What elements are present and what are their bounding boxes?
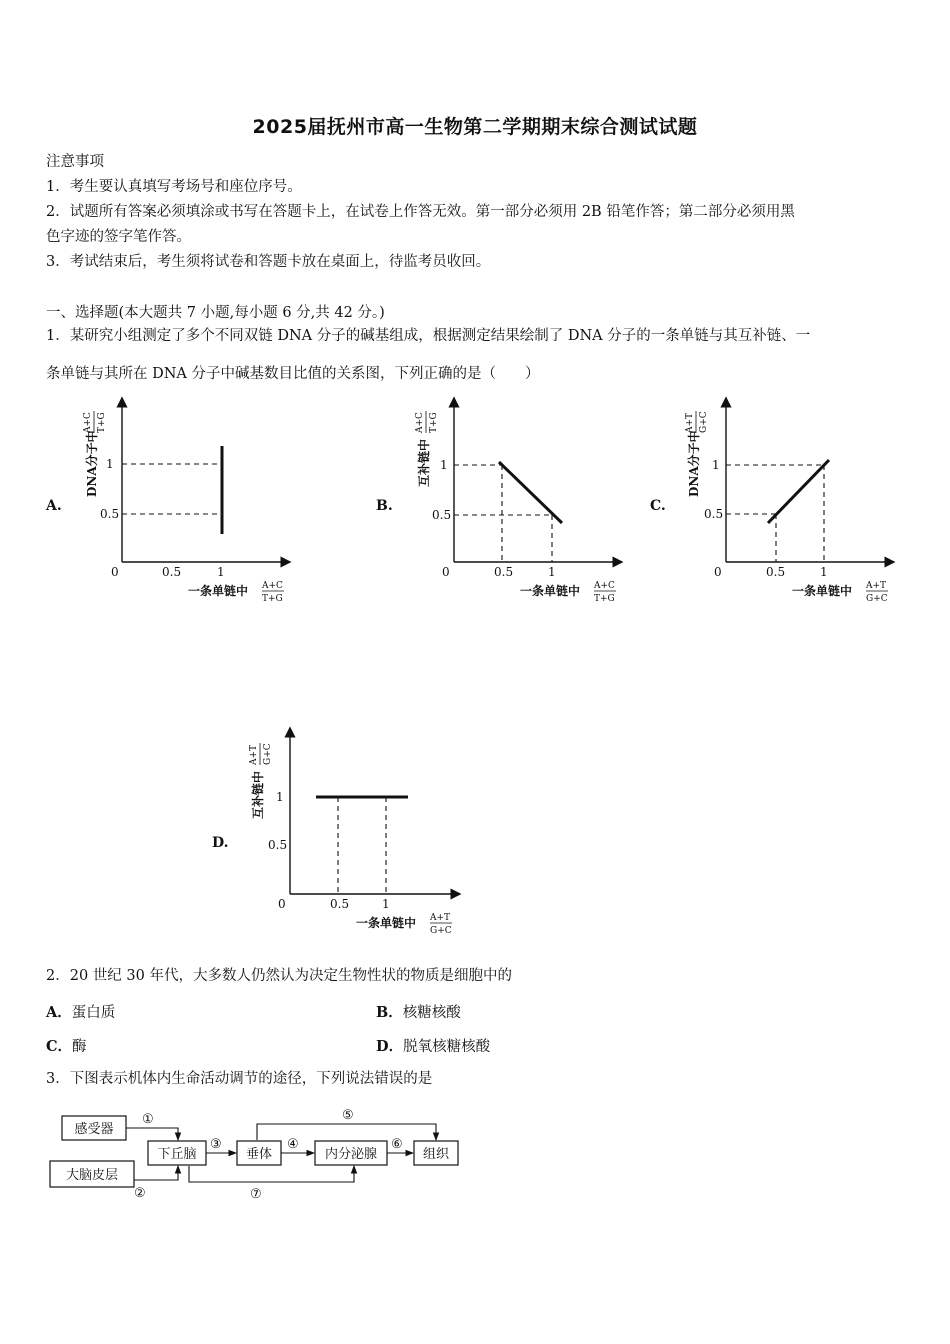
q2-option-b-text: 核糖核酸 — [402, 1005, 461, 1021]
notice-heading: 注意事项 — [46, 154, 104, 170]
y-tick-0.5: 0.5 — [268, 838, 288, 852]
option-b-label: B. — [376, 498, 393, 514]
x-frac-num: A+T — [430, 913, 451, 923]
section-heading: 一、选择题(本大题共 7 小题,每小题 6 分,共 42 分。) — [46, 305, 385, 321]
y-frac-num: A+T — [249, 744, 259, 765]
box-hypothalamus-label: 下丘脑 — [157, 1147, 197, 1162]
arrow-1 — [126, 1128, 178, 1140]
q2-option-b-key: B． — [376, 1004, 403, 1021]
y-tick-1: 1 — [106, 457, 114, 471]
q2-option-a-key: A． — [46, 1004, 72, 1021]
data-line — [768, 460, 829, 523]
q1-stem-line1: 1．某研究小组测定了多个不同双链 DNA 分子的碱基组成，根据测定结果绘制了 DNA 分子的一条单链与其互补链、一 — [46, 328, 811, 344]
option-d-label: D. — [212, 835, 229, 851]
q2-option-d-key: D． — [376, 1038, 404, 1055]
q2-option-c-text: 酶 — [72, 1039, 87, 1055]
x-axis-label: 一条单链中 — [356, 916, 417, 930]
origin: 0 — [442, 565, 450, 579]
y-frac-num: A+C — [83, 412, 93, 433]
q2-option-c-key: C． — [46, 1038, 73, 1055]
y-frac-den: G+C — [699, 411, 709, 433]
box-cortex-label: 大脑皮层 — [65, 1168, 119, 1183]
x-tick-1: 1 — [382, 897, 390, 911]
x-axis-label: 一条单链中 — [792, 584, 853, 598]
y-frac-num: A+C — [415, 412, 425, 433]
box-receptor-label: 感受器 — [74, 1122, 114, 1137]
x-tick-1: 1 — [217, 565, 225, 579]
box-endocrine-label: 内分泌腺 — [324, 1147, 378, 1162]
x-tick-0.5: 0.5 — [162, 565, 182, 579]
option-c-label: C. — [650, 498, 666, 514]
option-a-label: A. — [46, 498, 62, 514]
x-axis-label: 一条单链中 — [188, 584, 249, 598]
box-tissue-label: 组织 — [422, 1147, 450, 1162]
x-tick-0.5: 0.5 — [766, 565, 786, 579]
y-axis-label: 互补链中 — [417, 438, 431, 487]
x-frac-den: T+G — [594, 594, 615, 604]
graph-d — [238, 724, 468, 944]
box-pituitary-label: 垂体 — [245, 1147, 273, 1162]
x-tick-1: 1 — [820, 565, 828, 579]
arrow-7 — [189, 1166, 354, 1182]
q2-option-a-text: 蛋白质 — [71, 1005, 116, 1021]
notice-item-1: 1．考生要认真填写考场号和座位序号。 — [46, 179, 302, 195]
origin: 0 — [278, 897, 286, 911]
graph-c — [674, 392, 904, 612]
graph-b — [402, 392, 632, 612]
y-tick-0.5: 0.5 — [432, 508, 452, 522]
q2-option-b — [376, 1001, 461, 1022]
q2-stem: 2．20 世纪 30 年代，大多数人仍然认为决定生物性状的物质是细胞中的 — [46, 968, 512, 984]
q2-option-a — [46, 1001, 115, 1022]
arrow-2 — [134, 1166, 178, 1180]
path-3: ③ — [210, 1137, 222, 1152]
y-tick-1: 1 — [712, 458, 720, 472]
regulation-diagram — [44, 1100, 474, 1210]
path-2: ② — [134, 1186, 146, 1201]
y-tick-0.5: 0.5 — [100, 507, 120, 521]
path-6: ⑥ — [391, 1137, 403, 1152]
path-1: ① — [142, 1112, 154, 1127]
graph-a — [70, 392, 300, 612]
q3-stem: 3．下图表示机体内生命活动调节的途径，下列说法错误的是 — [46, 1071, 433, 1087]
path-4: ④ — [287, 1137, 299, 1152]
y-tick-0.5: 0.5 — [704, 507, 724, 521]
x-frac-num: A+T — [866, 581, 887, 591]
path-5: ⑤ — [342, 1108, 354, 1123]
y-axis-label: DNA分子中 — [687, 430, 701, 497]
q2-option-d-text: 脱氧核糖核酸 — [403, 1039, 491, 1055]
x-tick-0.5: 0.5 — [494, 565, 514, 579]
y-tick-1: 1 — [440, 458, 448, 472]
x-tick-0.5: 0.5 — [330, 897, 350, 911]
x-frac-num: A+C — [262, 581, 283, 591]
y-axis-label: 互补链中 — [251, 770, 265, 819]
y-frac-den: G+C — [263, 743, 273, 765]
arrow-5 — [257, 1124, 436, 1140]
q1-stem-line2: 条单链与其所在 DNA 分子中碱基数目比值的关系图，下列正确的是（ ） — [46, 366, 540, 382]
notice-item-3: 3．考试结束后，考生须将试卷和答题卡放在桌面上，待监考员收回。 — [46, 254, 491, 270]
q2-option-d — [376, 1035, 490, 1056]
y-axis-label: DNA分子中 — [85, 430, 99, 497]
x-axis-label: 一条单链中 — [520, 584, 581, 598]
x-frac-den: T+G — [262, 594, 283, 604]
y-frac-num: A+T — [685, 412, 695, 433]
notice-item-2-cont: 色字迹的签字笔作答。 — [46, 229, 191, 245]
page-title: 2025届抚州市高一生物第二学期期末综合测试试题 — [252, 116, 698, 138]
x-frac-den: G+C — [866, 594, 888, 604]
y-frac-den: T+G — [97, 412, 107, 433]
q2-option-c — [46, 1035, 87, 1056]
y-frac-den: T+G — [429, 412, 439, 433]
x-frac-den: G+C — [430, 926, 452, 936]
origin: 0 — [714, 565, 722, 579]
y-tick-1: 1 — [276, 790, 284, 804]
path-7: ⑦ — [250, 1187, 262, 1202]
x-tick-1: 1 — [548, 565, 556, 579]
notice-item-2: 2．试题所有答案必须填涂或书写在答题卡上，在试卷上作答无效。第一部分必须用 2B 铅笔作答；第二部分必须用黑 — [46, 204, 795, 220]
origin: 0 — [111, 565, 119, 579]
data-line — [499, 462, 562, 523]
x-frac-num: A+C — [594, 581, 615, 591]
